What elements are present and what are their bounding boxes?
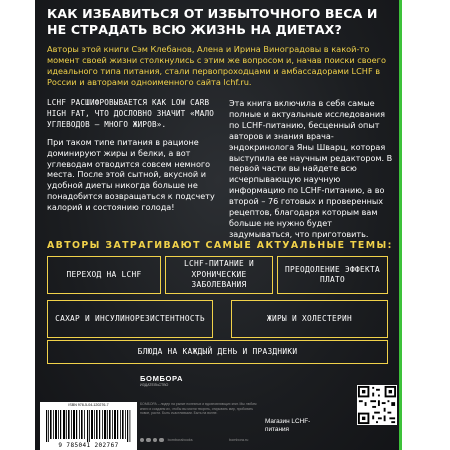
- barcode-panel: [40, 402, 137, 450]
- telegram-icon: [146, 438, 150, 442]
- social-handle: bomborabooks: [167, 438, 193, 443]
- qr-label: Магазин LCHF-питания: [265, 418, 311, 433]
- youtube-icon: [153, 438, 157, 442]
- right-column: [229, 98, 393, 246]
- barcode-digits: 9 785041 202767: [58, 442, 119, 449]
- cover-footer: [35, 370, 402, 450]
- lchf-definition: LCHF РАСШИФРОВЫВАЕТСЯ КАК LOW CARB HIGH FAT, ЧТО ДОСЛОВНО ЗНАЧИТ «МАЛО УГЛЕВОДОВ – МНОГО ЖИРОВ».: [47, 98, 215, 129]
- social-links: [140, 438, 193, 442]
- topic-box-transition: ПЕРЕХОД НА LCHF: [47, 256, 161, 294]
- publisher-fine-print: БОМБОРА – лидер на рынке полезных и вдохновляющих книг. Мы любим книги и создаем их, чтобы вы могли творить, открывать мир, пробовать новое, расти. Быть счастливыми. Быть на волне.: [140, 402, 257, 416]
- topics-heading: АВТОРЫ ЗАТРАГИВАЮТ САМЫЕ АКТУАЛЬНЫЕ ТЕМЫ:: [47, 240, 393, 251]
- isbn-label: ISBN 978-5-04-120276-7: [68, 403, 109, 407]
- book-description: Эта книга включила в себя самые полные и актуальные исследования по LCHF-питанию, бесценный опыт авторов и знания врача-эндокринолога Яны Шварц, которая выступила ее научным редактором. В первой части вы найдете всю исчерпывающую научную информацию по LCHF-питанию, а во второй – 76 готовых и проверенных рецептов, благодаря которым вам больше не нужно будет задумываться, что приготовить.: [229, 98, 393, 239]
- topic-box-plateau: ПРЕОДОЛЕНИЕ ЭФФЕКТА ПЛАТО: [277, 256, 388, 294]
- publisher-logo: БОМБОРА: [140, 374, 184, 383]
- publisher-site: bombora.ru: [229, 438, 249, 442]
- spine-accent-stripe: [399, 0, 402, 450]
- publisher-subtitle: ИЗДАТЕЛЬСТВО: [140, 383, 169, 387]
- qr-code-icon: [357, 385, 397, 425]
- instagram-icon: [159, 438, 163, 442]
- topic-box-chronic-diseases: LCHF-ПИТАНИЕ И ХРОНИЧЕСКИЕ ЗАБОЛЕВАНИЯ: [165, 256, 273, 294]
- topic-box-sugar-insulin: САХАР И ИНСУЛИНОРЕЗИСТЕНТНОСТЬ: [47, 300, 213, 338]
- left-column: [47, 98, 217, 219]
- vk-icon: [140, 438, 144, 442]
- authors-intro: Авторы этой книги Сэм Клебанов, Алена и Ирина Виноградовы в какой-то момент своей жизни столкнулись с этим же вопросом и, начав поиски своего идеального типа питания, стали первопроходцами и амбассадорами LCHF в России и авторами одноименного сайта lchf.ru.: [47, 44, 386, 87]
- diet-description: При таком типе питания в рационе доминируют жиры и белки, а вот углеводам отводится совсем немного места. После этой сытной, вкусной и удобной диеты никогда больше не понадобится возвращаться к подсчету калорий и состоянию голода!: [47, 136, 215, 213]
- topic-box-fats-cholesterol: ЖИРЫ И ХОЛЕСТЕРИН: [231, 300, 388, 338]
- barcode-icon: [46, 410, 131, 442]
- cover-title: КАК ИЗБАВИТЬСЯ ОТ ИЗБЫТОЧНОГО ВЕСА И НЕ СТРАДАТЬ ВСЮ ЖИЗНЬ НА ДИЕТАХ?: [47, 6, 378, 37]
- back-cover: [35, 0, 402, 450]
- topic-box-recipes: БЛЮДА НА КАЖДЫЙ ДЕНЬ И ПРАЗДНИКИ: [47, 340, 388, 364]
